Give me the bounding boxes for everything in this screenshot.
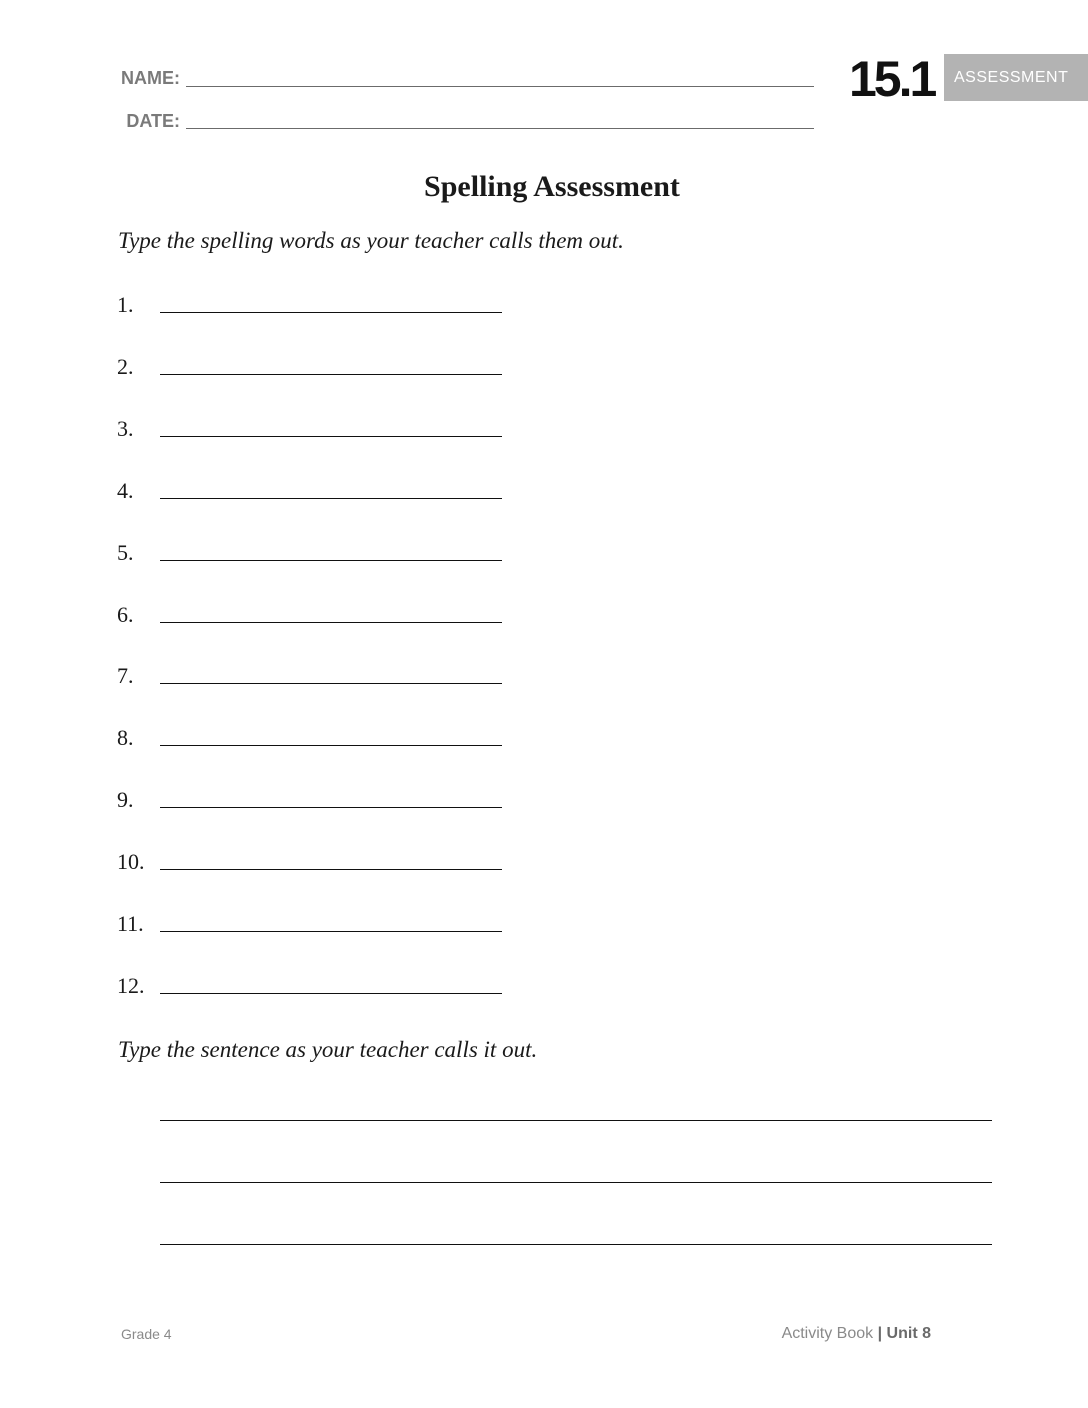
answer-line[interactable] bbox=[160, 683, 502, 684]
answer-line[interactable] bbox=[160, 807, 502, 808]
answer-line[interactable] bbox=[160, 993, 502, 994]
date-field[interactable] bbox=[186, 128, 814, 129]
answer-line[interactable] bbox=[160, 869, 502, 870]
footer-grade: Grade 4 bbox=[121, 1326, 172, 1342]
item-number: 2. bbox=[117, 353, 134, 379]
answer-line[interactable] bbox=[160, 312, 502, 313]
words-instruction: Type the spelling words as your teacher calls them out. bbox=[118, 228, 624, 253]
sentence-line[interactable] bbox=[160, 1182, 992, 1183]
activity-code: 15.1 bbox=[849, 51, 935, 107]
sentence-instruction: Type the sentence as your teacher calls it out. bbox=[118, 1037, 538, 1062]
item-number: 9. bbox=[117, 787, 134, 813]
activity-type-label: ASSESSMENT bbox=[954, 68, 1069, 86]
item-number: 3. bbox=[117, 415, 134, 441]
answer-line[interactable] bbox=[160, 622, 502, 623]
item-number: 12. bbox=[117, 972, 145, 998]
footer-separator: | bbox=[877, 1325, 883, 1342]
answer-line[interactable] bbox=[160, 931, 502, 932]
footer-book: Activity Book bbox=[781, 1325, 874, 1342]
name-label: NAME: bbox=[121, 68, 180, 88]
sentence-line[interactable] bbox=[160, 1244, 992, 1245]
item-number: 7. bbox=[117, 663, 134, 689]
item-number: 11. bbox=[117, 911, 144, 936]
item-number: 8. bbox=[117, 725, 134, 751]
answer-line[interactable] bbox=[160, 745, 502, 746]
answer-line[interactable] bbox=[160, 374, 502, 375]
date-label: DATE: bbox=[126, 111, 180, 131]
answer-line[interactable] bbox=[160, 498, 502, 499]
footer-unit: Unit 8 bbox=[886, 1325, 931, 1342]
name-field[interactable] bbox=[186, 86, 814, 87]
item-number: 1. bbox=[117, 292, 134, 317]
item-number: 6. bbox=[117, 601, 134, 627]
page-title: Spelling Assessment bbox=[424, 170, 680, 203]
answer-line[interactable] bbox=[160, 436, 502, 437]
footer-book-info bbox=[782, 1325, 931, 1343]
activity-type-badge bbox=[944, 54, 1088, 101]
item-number: 10. bbox=[117, 849, 145, 875]
answer-line[interactable] bbox=[160, 560, 502, 561]
sentence-line[interactable] bbox=[160, 1120, 992, 1121]
item-number: 5. bbox=[117, 539, 134, 565]
item-number: 4. bbox=[117, 477, 134, 503]
